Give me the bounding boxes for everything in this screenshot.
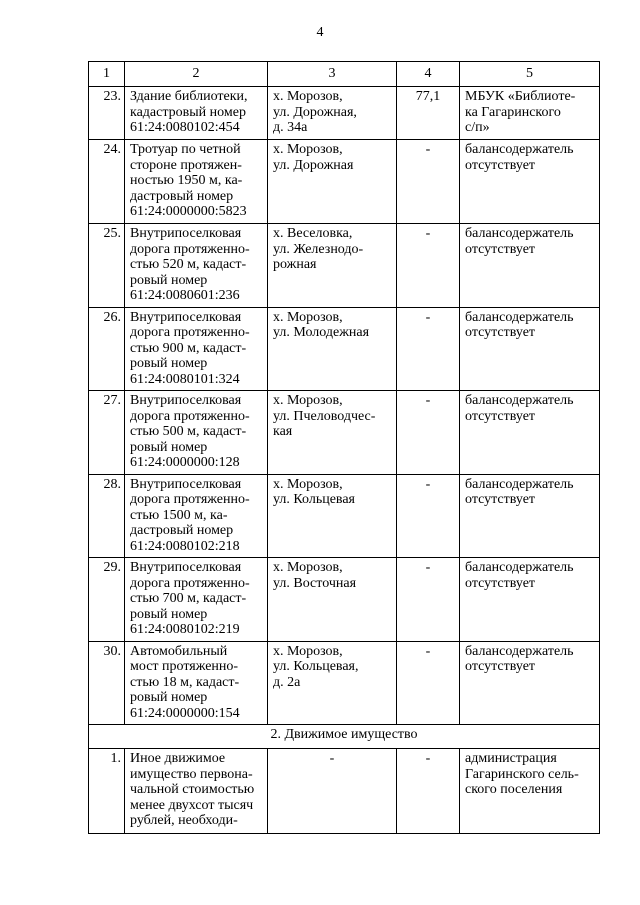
column-header: 3 bbox=[268, 62, 397, 87]
row-number: 26. bbox=[89, 307, 125, 391]
object-value: - bbox=[397, 391, 460, 475]
section-heading: 2. Движимое имущество bbox=[89, 725, 600, 749]
table-header-row bbox=[89, 62, 600, 87]
table-row bbox=[89, 749, 600, 834]
object-value: - bbox=[397, 474, 460, 558]
object-name: Внутрипоселковая дорога протяженно- стью 1500 м, ка- дастровый номер 61:24:0080102:218 bbox=[125, 474, 268, 558]
object-address: х. Морозов, ул. Восточная bbox=[268, 558, 397, 642]
object-address: х. Морозов, ул. Дорожная, д. 34а bbox=[268, 87, 397, 140]
row-number: 1. bbox=[89, 749, 125, 834]
table-row bbox=[89, 558, 600, 642]
table-row bbox=[89, 307, 600, 391]
table-row bbox=[89, 224, 600, 308]
column-header: 2 bbox=[125, 62, 268, 87]
object-value: 77,1 bbox=[397, 87, 460, 140]
row-number: 24. bbox=[89, 140, 125, 224]
column-header: 4 bbox=[397, 62, 460, 87]
balance-holder: балансодержатель отсутствует bbox=[460, 224, 600, 308]
table-row bbox=[89, 391, 600, 475]
balance-holder: балансодержатель отсутствует bbox=[460, 307, 600, 391]
row-number: 29. bbox=[89, 558, 125, 642]
object-address: х. Морозов, ул. Кольцевая bbox=[268, 474, 397, 558]
row-number: 28. bbox=[89, 474, 125, 558]
row-number: 25. bbox=[89, 224, 125, 308]
section-heading-row bbox=[89, 725, 600, 749]
object-name: Внутрипоселковая дорога протяженно- стью 900 м, кадаст- ровый номер 61:24:0080101:324 bbox=[125, 307, 268, 391]
page-number: 4 bbox=[316, 25, 324, 40]
object-value: - bbox=[397, 307, 460, 391]
balance-holder: балансодержатель отсутствует bbox=[460, 474, 600, 558]
balance-holder: балансодержатель отсутствует bbox=[460, 641, 600, 725]
object-value: - bbox=[397, 224, 460, 308]
table-row bbox=[89, 474, 600, 558]
table-row bbox=[89, 641, 600, 725]
object-address: х. Веселовка, ул. Железнодо- рожная bbox=[268, 224, 397, 308]
balance-holder: администрация Гагаринского сель- ского поселения bbox=[460, 749, 600, 834]
object-address: - bbox=[268, 749, 397, 834]
object-name: Тротуар по четной стороне протяжен- ностью 1950 м, ка- дастровый номер 61:24:0000000:5823 bbox=[125, 140, 268, 224]
object-address: х. Морозов, ул. Дорожная bbox=[268, 140, 397, 224]
table-row bbox=[89, 87, 600, 140]
balance-holder: балансодержатель отсутствует bbox=[460, 558, 600, 642]
balance-holder: МБУК «Библиоте- ка Гагаринского с/п» bbox=[460, 87, 600, 140]
object-name: Иное движимое имущество первона- чальной стоимостью менее двухсот тысяч рублей, необходи- bbox=[125, 749, 268, 834]
object-address: х. Морозов, ул. Молодежная bbox=[268, 307, 397, 391]
object-name: Внутрипоселковая дорога протяженно- стью 520 м, кадаст- ровый номер 61:24:0080601:236 bbox=[125, 224, 268, 308]
row-number: 27. bbox=[89, 391, 125, 475]
column-header: 5 bbox=[460, 62, 600, 87]
balance-holder: балансодержатель отсутствует bbox=[460, 391, 600, 475]
object-name: Здание библиотеки, кадастровый номер 61:24:0080102:454 bbox=[125, 87, 268, 140]
object-address: х. Морозов, ул. Кольцевая, д. 2а bbox=[268, 641, 397, 725]
object-value: - bbox=[397, 749, 460, 834]
column-header: 1 bbox=[89, 62, 125, 87]
object-name: Внутрипоселковая дорога протяженно- стью 500 м, кадаст- ровый номер 61:24:0000000:128 bbox=[125, 391, 268, 475]
table-row bbox=[89, 140, 600, 224]
object-value: - bbox=[397, 641, 460, 725]
balance-holder: балансодержатель отсутствует bbox=[460, 140, 600, 224]
row-number: 30. bbox=[89, 641, 125, 725]
property-table bbox=[88, 61, 600, 834]
row-number: 23. bbox=[89, 87, 125, 140]
object-value: - bbox=[397, 140, 460, 224]
object-name: Внутрипоселковая дорога протяженно- стью 700 м, кадаст- ровый номер 61:24:0080102:219 bbox=[125, 558, 268, 642]
object-name: Автомобильный мост протяженно- стью 18 м, кадаст- ровый номер 61:24:0000000:154 bbox=[125, 641, 268, 725]
object-address: х. Морозов, ул. Пчеловодчес- кая bbox=[268, 391, 397, 475]
object-value: - bbox=[397, 558, 460, 642]
